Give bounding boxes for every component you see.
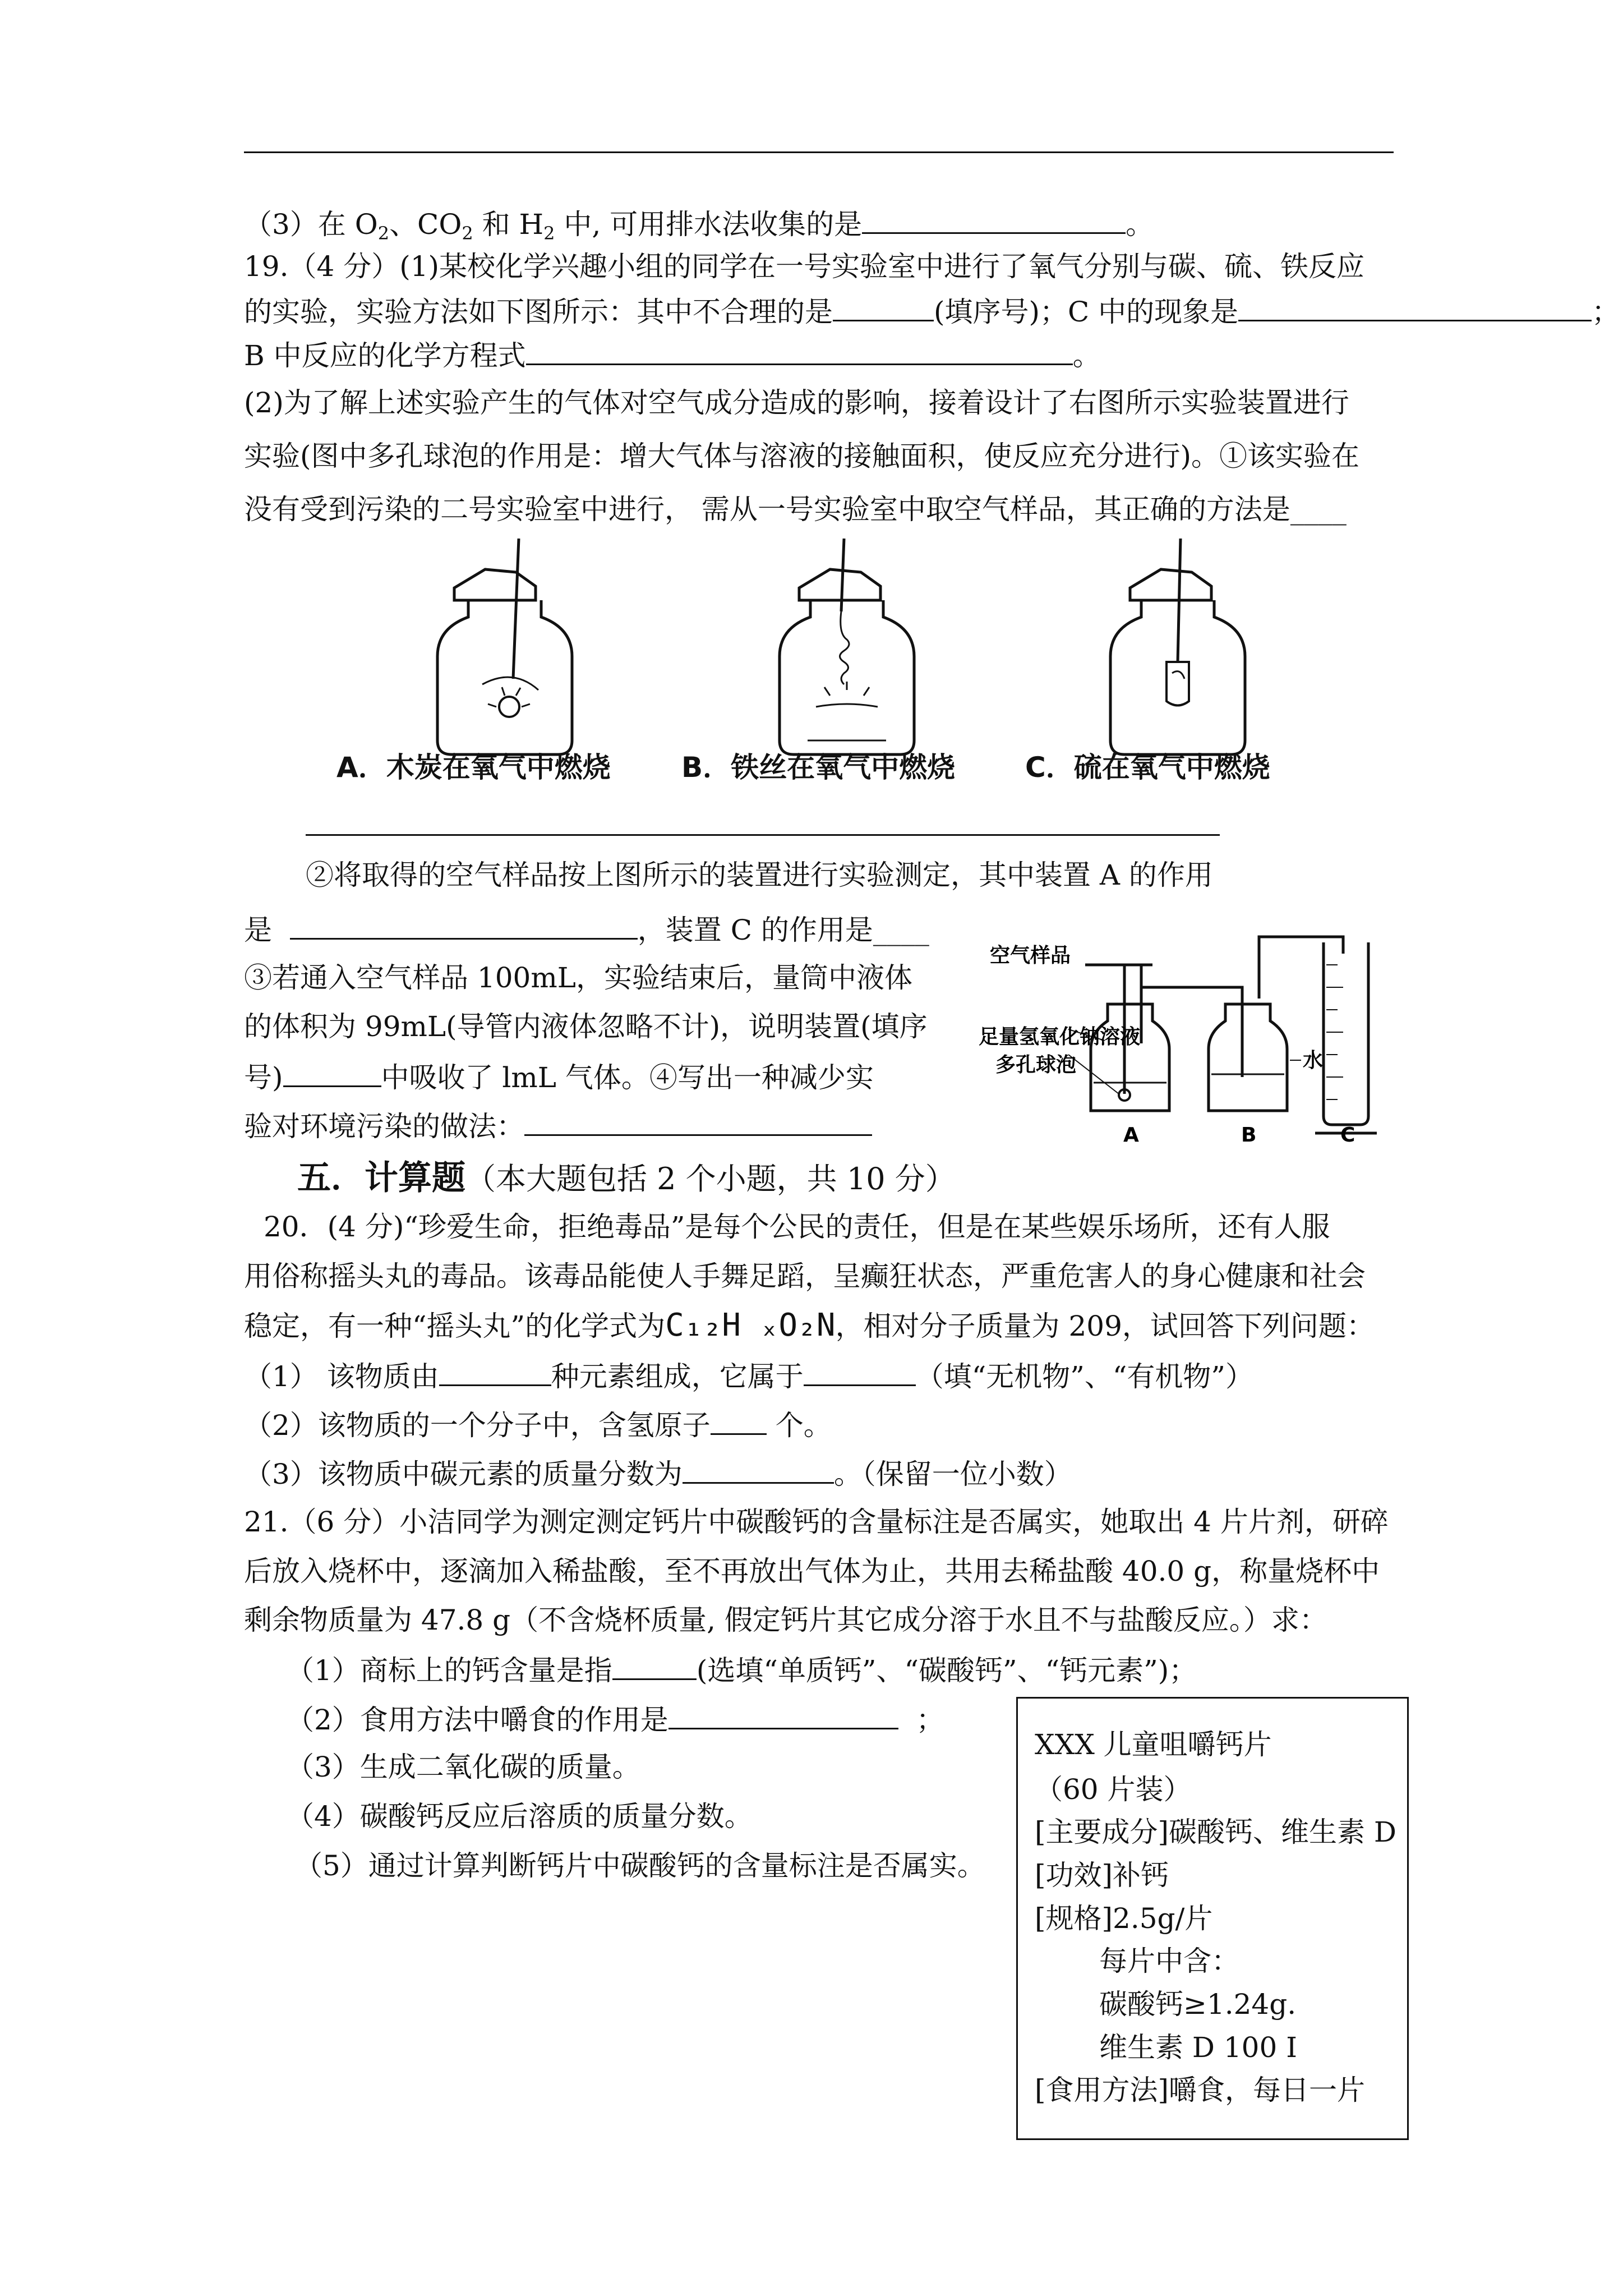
label-naoh: 足量氢氧化钠溶液 xyxy=(979,1025,1141,1048)
q20-line3: 稳定，有一种“摇头丸”的化学式为C₁₂H ₓO₂N，相对分子质量为 209，试回答下列问题： xyxy=(244,1307,1375,1343)
answer-blank[interactable] xyxy=(290,909,638,940)
answer-blank[interactable] xyxy=(683,1453,834,1484)
caption-b: B．铁丝在氧气中燃烧 xyxy=(681,751,956,784)
q20-line1: 20．(4 分)“珍爱生命，拒绝毒品”是每个公民的责任，但是在某些娱乐场所，还有人服 xyxy=(264,1211,1330,1243)
q19-line5: 实验(图中多孔球泡的作用是：增大气体与溶液的接触面积，使反应充分进行)。①该实验在 xyxy=(244,440,1360,472)
q19-line7: ②将取得的空气样品按上图所示的装置进行实验测定，其中装置 A 的作用 xyxy=(306,859,1213,891)
bottle-c-illustration xyxy=(1110,539,1245,754)
header-rule xyxy=(244,151,1394,153)
answer-blank[interactable] xyxy=(804,1355,916,1386)
q21-line2: 后放入烧杯中，逐滴加入稀盐酸，至不再放出气体为止，共用去稀盐酸 40.0 g，称量烧杯中 xyxy=(244,1555,1380,1588)
label-usage: [食用方法]嚼食，每日一片 xyxy=(1035,2074,1366,2106)
q20-part2: （2）该物质的一个分子中，含氢原子 个。 xyxy=(244,1404,832,1445)
label-count: （60 片装） xyxy=(1035,1773,1192,1806)
answer-blank[interactable] xyxy=(612,1649,697,1680)
q20-part3: （3）该物质中碳元素的质量分数为 。（保留一位小数） xyxy=(244,1453,1072,1494)
answer-blank[interactable] xyxy=(283,1056,381,1087)
answer-rule[interactable] xyxy=(306,834,1220,836)
q21-sub4: （4）碳酸钙反应后溶质的质量分数。 xyxy=(286,1800,753,1833)
q21-sub5: （5）通过计算判断钙片中碳酸钙的含量标注是否属实。 xyxy=(294,1849,985,1882)
q19-line4: (2)为了解上述实验产生的气体对空气成分造成的影响，接着设计了右图所示实验装置进行 xyxy=(244,386,1349,419)
label-a: A xyxy=(1123,1124,1139,1144)
answer-blank[interactable] xyxy=(1238,291,1592,321)
q21-sub2: （2）食用方法中嚼食的作用是 ； xyxy=(286,1699,944,1740)
q19-line6: 没有受到污染的二号实验室中进行， 需从一号实验室中取空气样品，其正确的方法是____ xyxy=(244,493,1347,526)
q20-part1: （1） 该物质由 种元素组成，它属于 （填“无机物”、“有机物”） xyxy=(244,1355,1253,1396)
q21-sub1: （1）商标上的钙含量是指 (选填“单质钙”、“碳酸钙”、“钙元素”)； xyxy=(286,1649,1197,1690)
q21-line3: 剩余物质量为 47.8 g（不含烧杯质量, 假定钙片其它成分溶于水且不与盐酸反应。）求： xyxy=(244,1604,1327,1636)
label-air-sample: 空气样品 xyxy=(990,944,1071,967)
q19-line9: ③若通入空气样品 100mL，实验结束后，量筒中液体 xyxy=(244,961,912,994)
label-vitd: 维生素 D 100 I xyxy=(1099,2031,1297,2064)
bottle-a-illustration xyxy=(437,539,572,754)
q21-sub3: （3）生成二氧化碳的质量。 xyxy=(286,1751,640,1783)
label-caco3: 碳酸钙≥1.24g. xyxy=(1099,1988,1297,2021)
label-b: B xyxy=(1241,1124,1257,1144)
caption-c: C．硫在氧气中燃烧 xyxy=(1025,751,1270,784)
label-per-tablet: 每片中含： xyxy=(1099,1945,1239,1977)
apparatus-figure xyxy=(979,931,1405,1144)
caption-a: A．木炭在氧气中燃烧 xyxy=(336,751,611,784)
q19-line2: 的实验，实验方法如下图所示：其中不合理的是 (填序号)；C 中的现象是 ； xyxy=(244,291,1620,332)
q19-line8: 是 ，装置 C 的作用是____ xyxy=(244,909,929,950)
q19-line11: 号) 中吸收了 lmL 气体。④写出一种减少实 xyxy=(244,1056,874,1097)
label-c: C xyxy=(1340,1124,1355,1144)
q18-part3: （3）在 $O_2$、$CO_2$ 和 $H_2$ 中, 可用排水法收集的是 。 xyxy=(244,203,1154,253)
answer-blank[interactable] xyxy=(862,203,1126,234)
label-water: 水 xyxy=(1303,1049,1324,1072)
q19-line12: 验对环境污染的做法： xyxy=(244,1105,872,1146)
label-bubbler: 多孔球泡 xyxy=(995,1053,1077,1076)
q19-line3: B 中反应的化学方程式 。 xyxy=(244,334,1101,375)
q19-line10: 的体积为 99mL(导管内液体忽略不计)，说明装置(填序 xyxy=(244,1010,928,1043)
calcium-label-box xyxy=(1016,1697,1409,2140)
q21-line1: 21.（6 分）小洁同学为测定测定钙片中碳酸钙的含量标注是否属实，她取出 4 片片剂，研碎 xyxy=(244,1506,1389,1538)
label-effect: [功效]补钙 xyxy=(1035,1859,1169,1892)
answer-blank[interactable] xyxy=(524,1105,872,1136)
label-title: XXX 儿童咀嚼钙片 xyxy=(1035,1728,1272,1761)
chemical-formula: C₁₂H ₓO₂N xyxy=(665,1307,836,1343)
section5-heading: 五．计算题（本大题包括 2 个小题，共 10 分） xyxy=(297,1158,956,1198)
label-spec: [规格]2.5g/片 xyxy=(1035,1902,1213,1935)
answer-blank[interactable] xyxy=(711,1404,767,1435)
label-ingredients: [主要成分]碳酸钙、维生素 D xyxy=(1035,1816,1396,1848)
answer-blank[interactable] xyxy=(526,334,1073,365)
answer-blank[interactable] xyxy=(668,1699,898,1729)
q19-line1: 19.（4 分）(1)某校化学兴趣小组的同学在一号实验室中进行了氧气分别与碳、硫、铁反应 xyxy=(244,250,1365,283)
answer-blank[interactable] xyxy=(833,291,934,321)
bottle-b-illustration xyxy=(780,539,914,754)
combustion-figure xyxy=(314,539,1301,774)
answer-blank[interactable] xyxy=(439,1355,551,1386)
q20-line2: 用俗称摇头丸的毒品。该毒品能使人手舞足蹈，呈癫狂状态，严重危害人的身心健康和社会 xyxy=(244,1260,1366,1292)
